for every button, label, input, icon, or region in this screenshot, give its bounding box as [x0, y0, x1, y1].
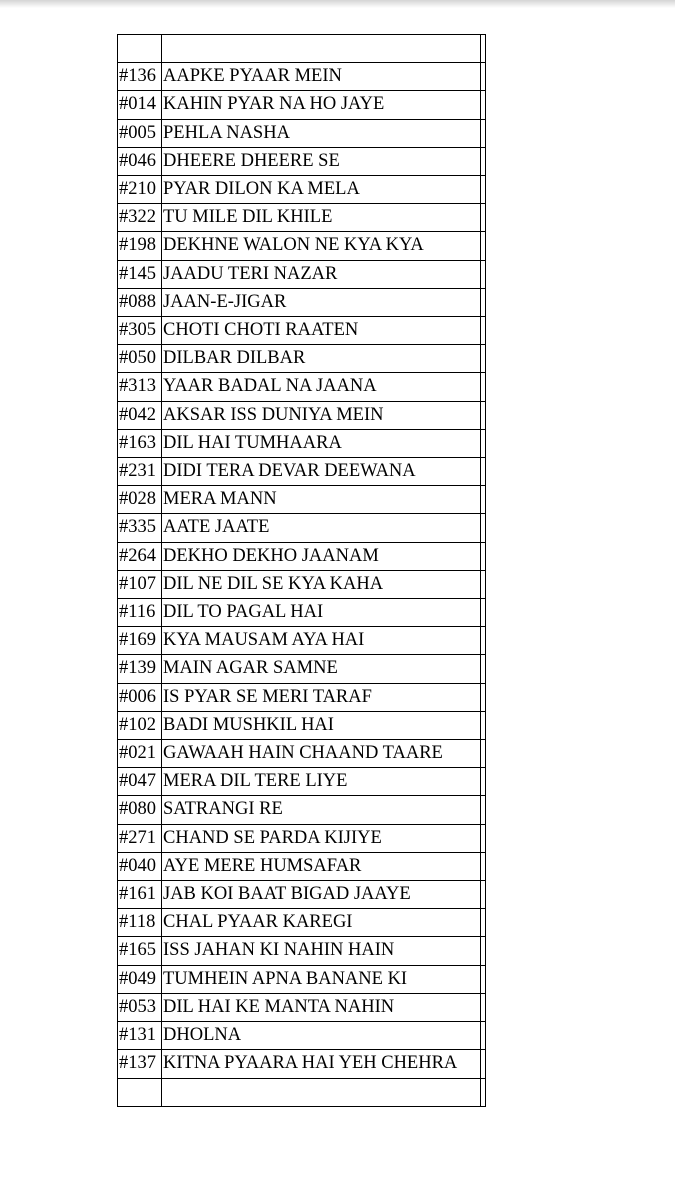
edge-cell: [481, 599, 486, 627]
table-row: [118, 683, 486, 711]
song-code: #046: [118, 147, 162, 175]
song-code: #335: [118, 514, 162, 542]
song-title: JAAN-E-JIGAR: [162, 288, 481, 316]
table-row: [118, 288, 486, 316]
song-title: JAB KOI BAAT BIGAD JAAYE: [162, 881, 481, 909]
edge-cell: [481, 881, 486, 909]
song-code: #210: [118, 176, 162, 204]
edge-cell: [481, 176, 486, 204]
song-title: DHEERE DHEERE SE: [162, 147, 481, 175]
song-code: #305: [118, 317, 162, 345]
edge-cell: [481, 35, 486, 63]
song-code: #271: [118, 824, 162, 852]
table-row: [118, 627, 486, 655]
song-code: #231: [118, 458, 162, 486]
table-row: [118, 260, 486, 288]
song-title: DILBAR DILBAR: [162, 345, 481, 373]
song-code: #040: [118, 852, 162, 880]
song-code: #102: [118, 711, 162, 739]
song-code: #088: [118, 288, 162, 316]
song-title: DEKHO DEKHO JAANAM: [162, 542, 481, 570]
empty-cell: [118, 1078, 162, 1106]
song-code: #198: [118, 232, 162, 260]
table-row: [118, 232, 486, 260]
edge-cell: [481, 1050, 486, 1078]
song-title: DHOLNA: [162, 1022, 481, 1050]
table-row: [118, 768, 486, 796]
edge-cell: [481, 486, 486, 514]
table-row: [118, 965, 486, 993]
edge-cell: [481, 824, 486, 852]
table-row: [118, 1050, 486, 1078]
song-list-body: [118, 35, 486, 1107]
edge-cell: [481, 429, 486, 457]
table-row: [118, 796, 486, 824]
song-title: IS PYAR SE MERI TARAF: [162, 683, 481, 711]
song-code: #169: [118, 627, 162, 655]
edge-cell: [481, 796, 486, 824]
edge-cell: [481, 204, 486, 232]
edge-cell: [481, 1078, 486, 1106]
edge-cell: [481, 401, 486, 429]
empty-cell: [162, 1078, 481, 1106]
table-row: [118, 993, 486, 1021]
table-row: [118, 570, 486, 598]
edge-cell: [481, 852, 486, 880]
song-code: #080: [118, 796, 162, 824]
song-title: DIL TO PAGAL HAI: [162, 599, 481, 627]
song-title: GAWAAH HAIN CHAAND TAARE: [162, 740, 481, 768]
song-title: TU MILE DIL KHILE: [162, 204, 481, 232]
table-row: [118, 937, 486, 965]
song-title: MAIN AGAR SAMNE: [162, 655, 481, 683]
edge-cell: [481, 288, 486, 316]
edge-cell: [481, 711, 486, 739]
song-title: KYA MAUSAM AYA HAI: [162, 627, 481, 655]
song-code: #047: [118, 768, 162, 796]
song-title: AATE JAATE: [162, 514, 481, 542]
table-row: [118, 909, 486, 937]
song-title: JAADU TERI NAZAR: [162, 260, 481, 288]
song-title: YAAR BADAL NA JAANA: [162, 373, 481, 401]
edge-cell: [481, 655, 486, 683]
song-title: BADI MUSHKIL HAI: [162, 711, 481, 739]
table-row: [118, 740, 486, 768]
song-title: PYAR DILON KA MELA: [162, 176, 481, 204]
song-title: TUMHEIN APNA BANANE KI: [162, 965, 481, 993]
song-title: MERA MANN: [162, 486, 481, 514]
song-title: CHOTI CHOTI RAATEN: [162, 317, 481, 345]
song-title: AYE MERE HUMSAFAR: [162, 852, 481, 880]
edge-cell: [481, 683, 486, 711]
edge-cell: [481, 740, 486, 768]
song-code: #264: [118, 542, 162, 570]
table-row: [118, 824, 486, 852]
table-row: [118, 91, 486, 119]
song-code: #107: [118, 570, 162, 598]
song-code: #136: [118, 63, 162, 91]
edge-cell: [481, 937, 486, 965]
table-row: [118, 429, 486, 457]
table-row: [118, 486, 486, 514]
song-code: #118: [118, 909, 162, 937]
song-code: #050: [118, 345, 162, 373]
song-code: #163: [118, 429, 162, 457]
edge-cell: [481, 993, 486, 1021]
song-code: #131: [118, 1022, 162, 1050]
song-code: #116: [118, 599, 162, 627]
song-title: KITNA PYAARA HAI YEH CHEHRA: [162, 1050, 481, 1078]
empty-cell: [162, 35, 481, 63]
table-row: [118, 514, 486, 542]
header-row-empty: [118, 35, 486, 63]
table-row: [118, 852, 486, 880]
song-title: SATRANGI RE: [162, 796, 481, 824]
song-title: AKSAR ISS DUNIYA MEIN: [162, 401, 481, 429]
song-code: #137: [118, 1050, 162, 1078]
edge-cell: [481, 627, 486, 655]
empty-cell: [118, 35, 162, 63]
song-code: #005: [118, 119, 162, 147]
table-row: [118, 881, 486, 909]
table-row: [118, 345, 486, 373]
table-row: [118, 458, 486, 486]
song-list-table: [117, 34, 486, 1107]
song-title: DIL NE DIL SE KYA KAHA: [162, 570, 481, 598]
table-row: [118, 711, 486, 739]
song-title: KAHIN PYAR NA HO JAYE: [162, 91, 481, 119]
edge-cell: [481, 965, 486, 993]
edge-cell: [481, 317, 486, 345]
edge-cell: [481, 260, 486, 288]
song-code: #049: [118, 965, 162, 993]
table-row: [118, 542, 486, 570]
table-row: [118, 63, 486, 91]
song-code: #313: [118, 373, 162, 401]
edge-cell: [481, 345, 486, 373]
footer-row-empty: [118, 1078, 486, 1106]
edge-cell: [481, 147, 486, 175]
table-row: [118, 119, 486, 147]
song-title: DIL HAI TUMHAARA: [162, 429, 481, 457]
song-code: #028: [118, 486, 162, 514]
table-row: [118, 317, 486, 345]
edge-cell: [481, 63, 486, 91]
edge-cell: [481, 514, 486, 542]
song-code: #021: [118, 740, 162, 768]
table-row: [118, 1022, 486, 1050]
song-title: MERA DIL TERE LIYE: [162, 768, 481, 796]
edge-cell: [481, 119, 486, 147]
table-row: [118, 176, 486, 204]
edge-cell: [481, 1022, 486, 1050]
song-title: ISS JAHAN KI NAHIN HAIN: [162, 937, 481, 965]
song-code: #014: [118, 91, 162, 119]
song-title: PEHLA NASHA: [162, 119, 481, 147]
viewer-top-shadow: [0, 0, 675, 8]
song-code: #042: [118, 401, 162, 429]
edge-cell: [481, 909, 486, 937]
table-row: [118, 204, 486, 232]
edge-cell: [481, 232, 486, 260]
edge-cell: [481, 91, 486, 119]
song-title: CHAL PYAAR KAREGI: [162, 909, 481, 937]
song-title: CHAND SE PARDA KIJIYE: [162, 824, 481, 852]
song-code: #165: [118, 937, 162, 965]
edge-cell: [481, 373, 486, 401]
song-title: AAPKE PYAAR MEIN: [162, 63, 481, 91]
song-code: #322: [118, 204, 162, 232]
table-row: [118, 373, 486, 401]
table-row: [118, 599, 486, 627]
table-row: [118, 147, 486, 175]
song-code: #139: [118, 655, 162, 683]
table-row: [118, 655, 486, 683]
song-title: DIDI TERA DEVAR DEEWANA: [162, 458, 481, 486]
song-code: #053: [118, 993, 162, 1021]
song-code: #161: [118, 881, 162, 909]
edge-cell: [481, 458, 486, 486]
edge-cell: [481, 570, 486, 598]
song-code: #145: [118, 260, 162, 288]
edge-cell: [481, 542, 486, 570]
table-row: [118, 401, 486, 429]
song-title: DIL HAI KE MANTA NAHIN: [162, 993, 481, 1021]
edge-cell: [481, 768, 486, 796]
song-title: DEKHNE WALON NE KYA KYA: [162, 232, 481, 260]
song-code: #006: [118, 683, 162, 711]
